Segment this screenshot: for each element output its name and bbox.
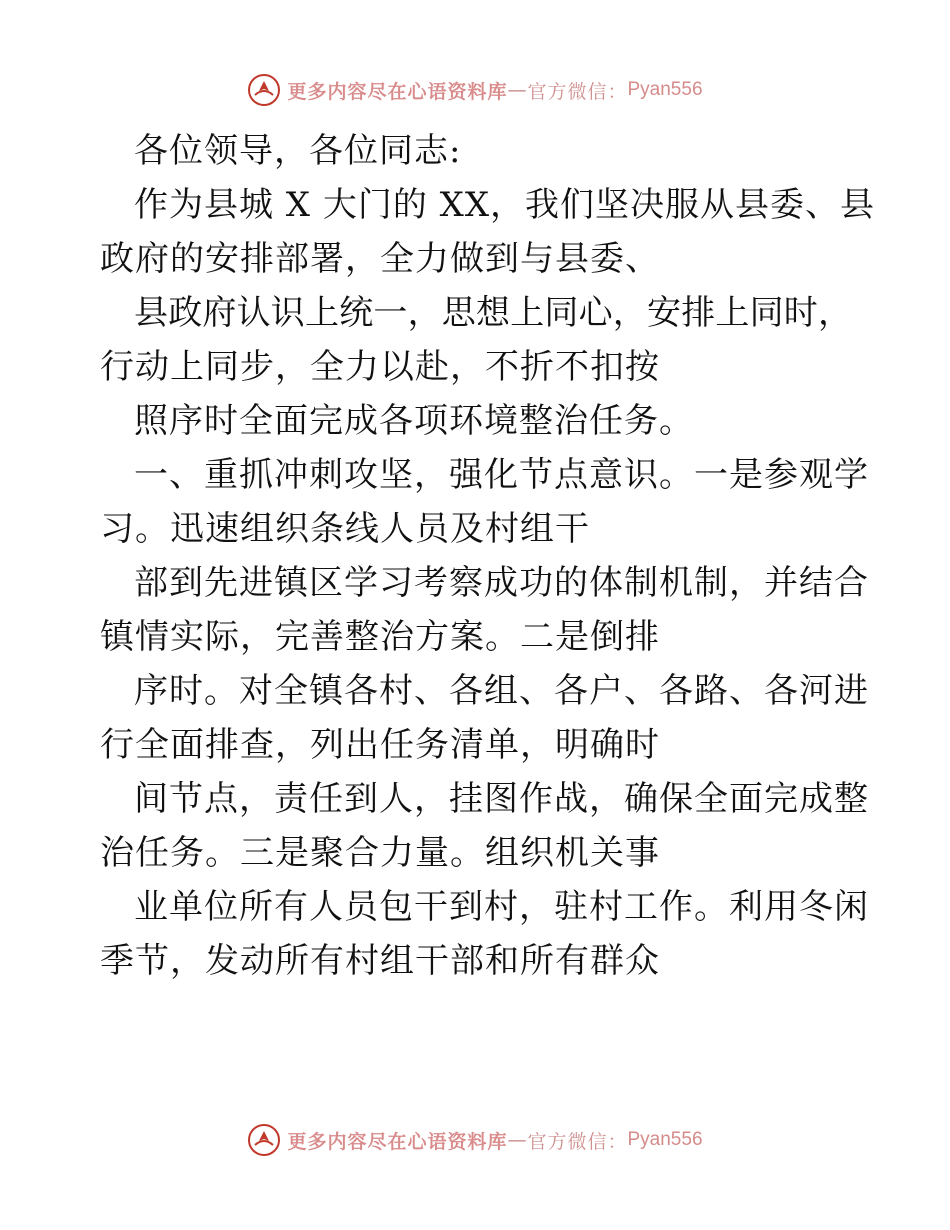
text-line: 季节，发动所有村组干部和所有群众	[100, 941, 660, 981]
text-line: 照序时全面完成各项环境整治任务。	[134, 401, 694, 441]
banner-separator: —	[507, 79, 528, 101]
text-line: 作为县城 X 大门的 XX，我们坚决服从县委、县	[134, 185, 876, 225]
text-line: 各位领导，各位同志:	[134, 131, 462, 171]
text-line: 序时。对全镇各村、各组、各户、各路、各河进	[134, 671, 869, 711]
text-line: 习。迅速组织条线人员及村组干	[100, 509, 590, 549]
footer-banner	[0, 1122, 950, 1158]
banner-brand-text: 更多内容尽在心语资料库	[287, 80, 508, 103]
text-line: 间节点，责任到人，挂图作战，确保全面完成整	[134, 779, 869, 819]
text-line: 业单位所有人员包干到村，驻村工作。利用冬闲	[134, 887, 869, 927]
text-line: 政府的安排部署，全力做到与县委、	[100, 239, 660, 279]
banner-account: Pyan556	[627, 79, 703, 100]
banner-brand-text: 更多内容尽在心语资料库	[287, 1130, 508, 1153]
banner-wechat-label: 官方微信：	[527, 80, 628, 103]
document-body	[100, 124, 876, 988]
banner-separator: —	[507, 1129, 528, 1151]
text-line: 行动上同步，全力以赴，不折不扣按	[100, 347, 660, 387]
banner-wechat-label: 官方微信：	[527, 1130, 628, 1153]
text-line: 治任务。三是聚合力量。组织机关事	[100, 833, 660, 873]
text-line: 县政府认识上统一，思想上同心，安排上同时，	[134, 293, 853, 333]
header-banner	[0, 72, 950, 108]
text-line: 行全面排查，列出任务清单，明确时	[100, 725, 660, 765]
book-quill-icon	[247, 1123, 281, 1157]
text-line: 一、重抓冲刺攻坚，强化节点意识。一是参观学	[134, 455, 869, 495]
book-quill-icon	[247, 73, 281, 107]
banner-account: Pyan556	[627, 1129, 703, 1150]
text-line: 镇情实际，完善整治方案。二是倒排	[100, 617, 660, 657]
text-line: 部到先进镇区学习考察成功的体制机制，并结合	[134, 563, 869, 603]
